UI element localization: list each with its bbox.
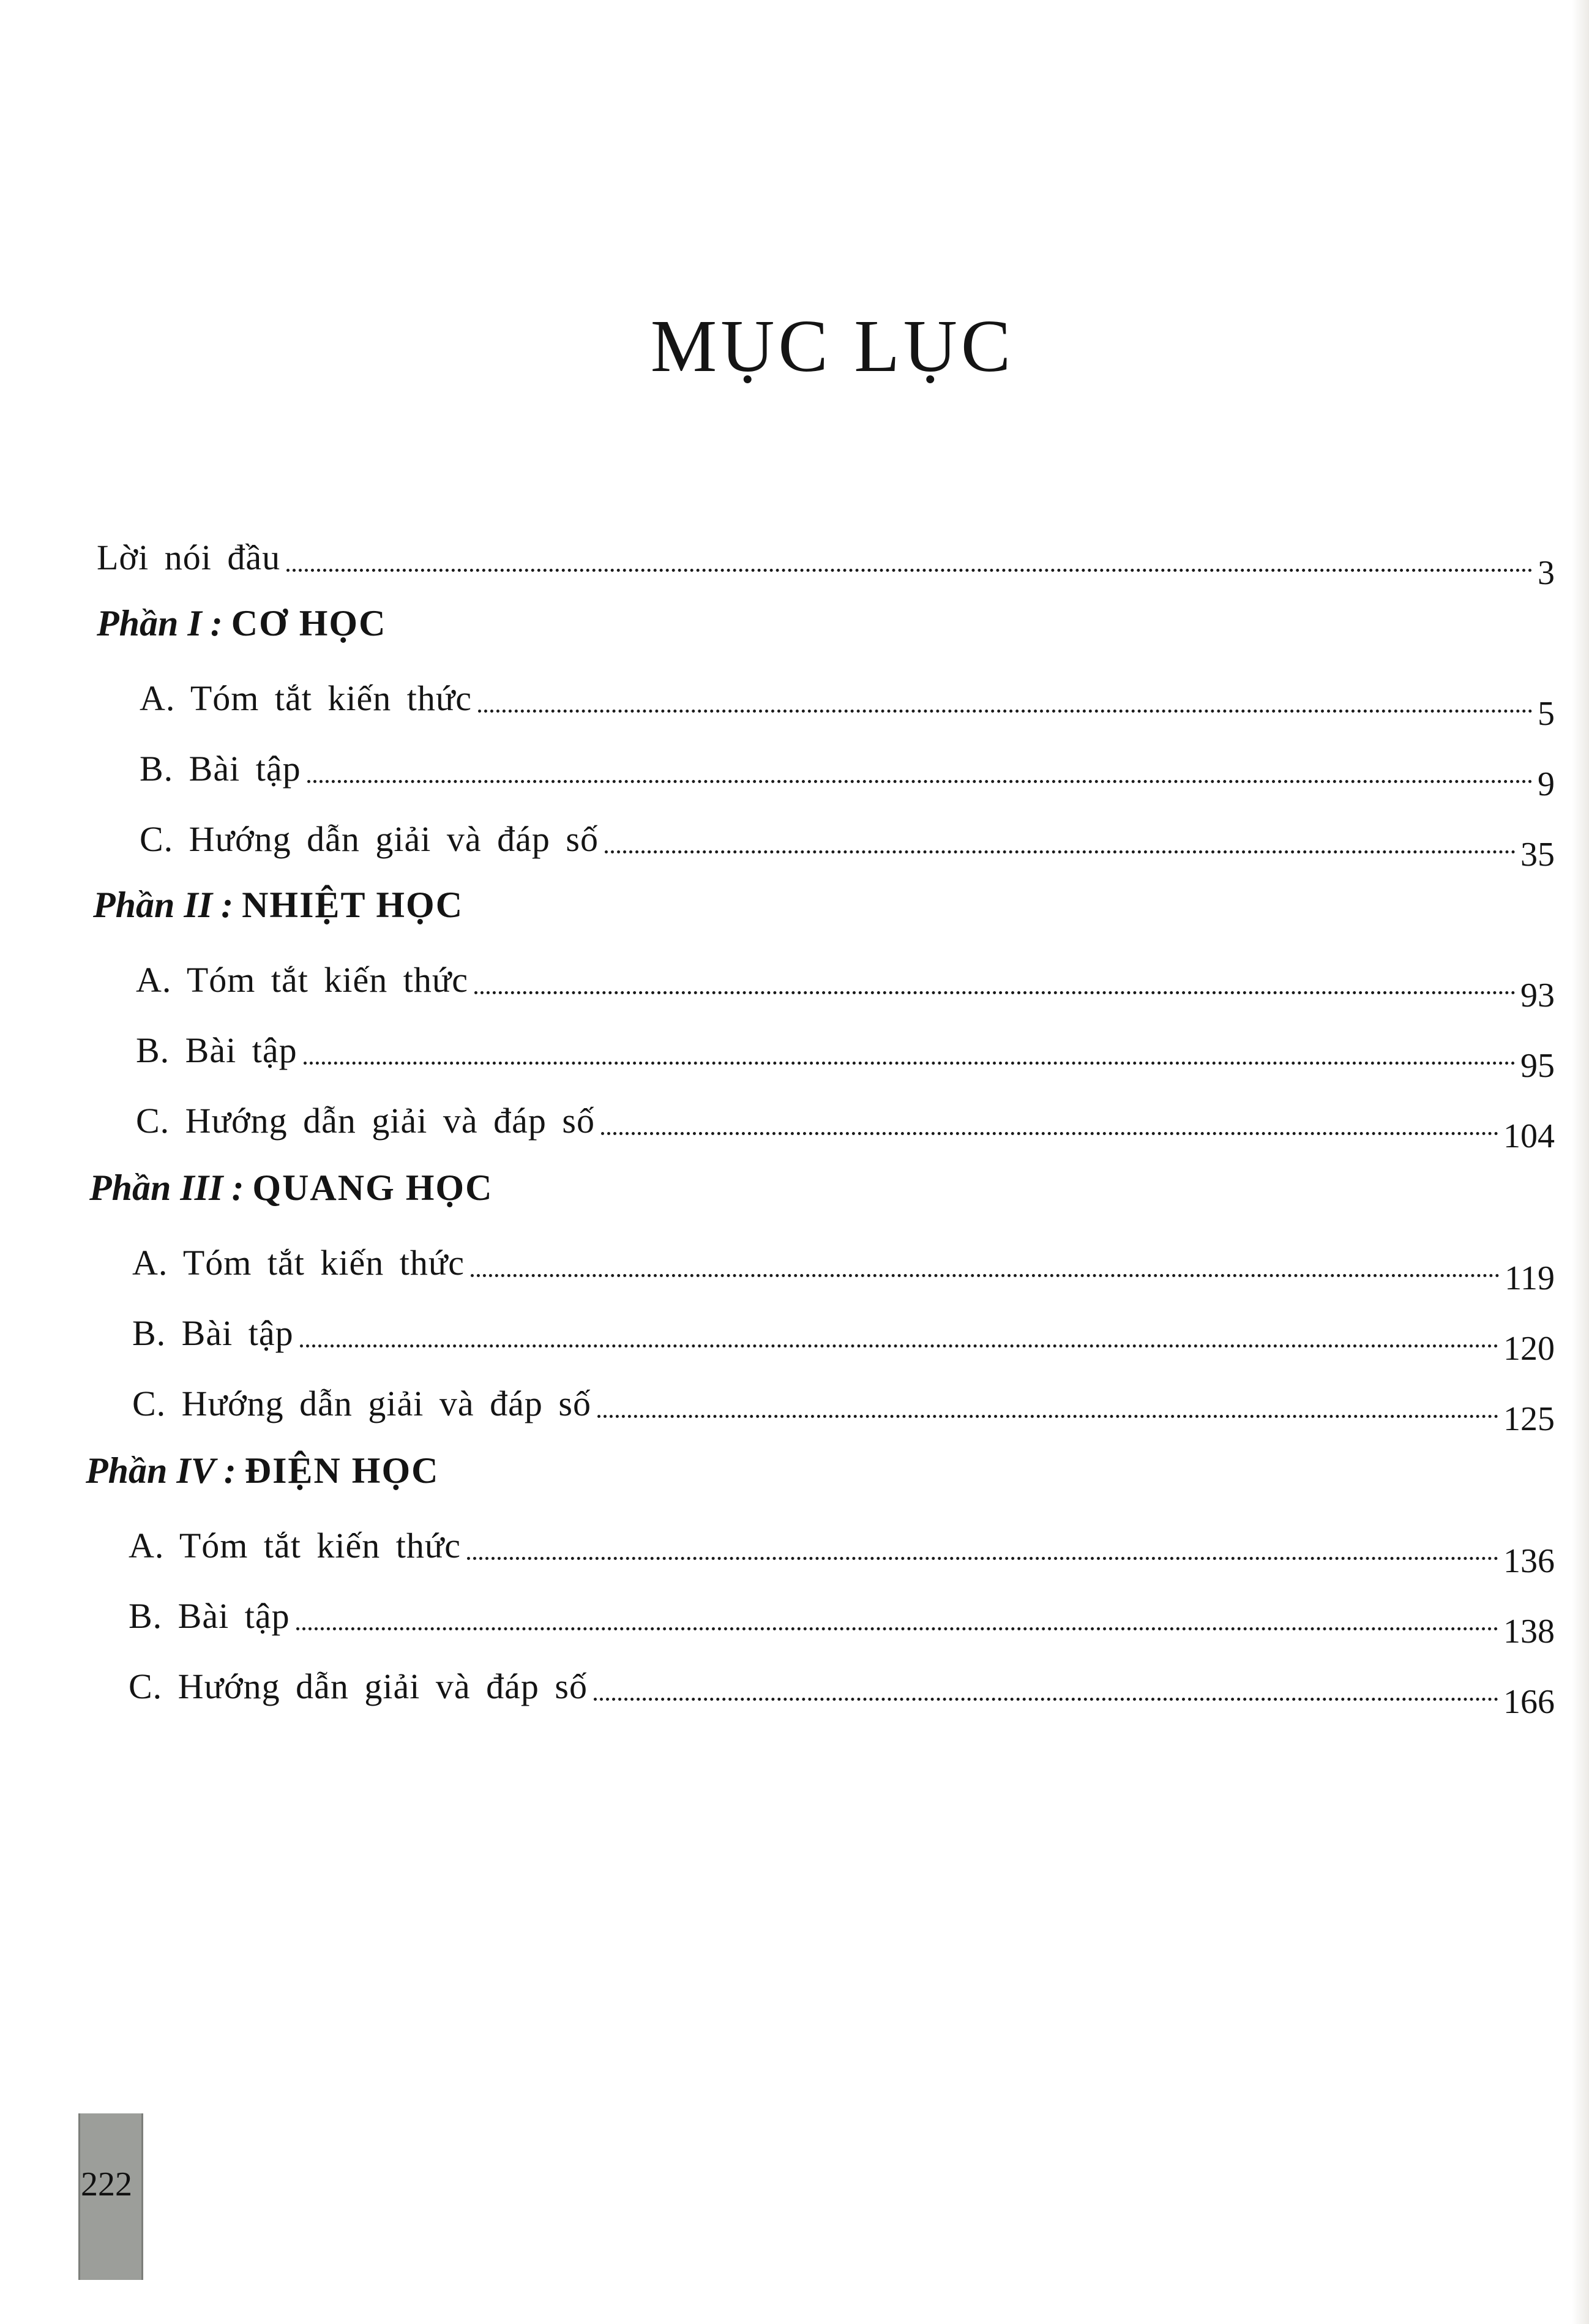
part-title: QUANG HỌC [252,1168,493,1208]
dot-leader [594,1698,1498,1701]
toc-entry-label: Lời nói đầu [97,538,281,577]
toc-entry-label: C. Hướng dẫn giải và đáp số [129,1666,588,1706]
toc-entry-label: A. Tóm tắt kiến thức [140,678,473,718]
toc-entry-page: 120 [1503,1330,1555,1368]
page-number: 222 [81,2165,132,2203]
toc-entry[interactable] [136,1090,1555,1155]
toc-entry-label: A. Tóm tắt kiến thức [136,960,469,1000]
toc-entry[interactable] [136,949,1555,1014]
toc-entry-page: 35 [1520,836,1555,874]
dot-leader [467,1557,1498,1560]
dot-leader [474,991,1516,994]
part-separator: : [231,1168,244,1208]
toc-entry-label: C. Hướng dẫn giải và đáp số [136,1101,595,1141]
part-separator: : [223,1450,236,1491]
dot-leader [471,1274,1500,1277]
toc-entry[interactable] [132,1232,1555,1297]
toc-entry[interactable] [129,1655,1555,1721]
toc-entry-label: B. Bài tập [129,1596,290,1636]
toc-entry-page: 9 [1538,765,1555,803]
toc-entry-label: A. Tóm tắt kiến thức [132,1243,465,1283]
toc-entry-page: 93 [1520,976,1555,1014]
dot-leader [478,710,1533,713]
part-heading-2 [93,886,463,923]
part-title: ĐIỆN HỌC [244,1450,439,1491]
toc-entry-page: 104 [1503,1117,1555,1155]
toc-entry[interactable] [129,1515,1555,1580]
part-title: NHIỆT HỌC [242,885,464,925]
part-title: CƠ HỌC [231,603,387,643]
dot-leader [605,850,1516,853]
toc-entry-label: B. Bài tập [132,1313,294,1353]
part-label: Phần I [97,603,202,643]
toc-entry-page: 138 [1503,1613,1555,1651]
toc-entry-label: B. Bài tập [140,749,301,789]
toc-entry-page: 125 [1503,1400,1555,1438]
part-separator: : [210,603,223,643]
dot-leader [597,1415,1498,1418]
part-heading-4 [86,1452,439,1489]
toc-entry-page: 3 [1538,554,1555,592]
part-label: Phần II [93,885,213,925]
toc-entry[interactable] [129,1585,1555,1651]
part-heading-1 [97,605,386,642]
dot-leader [296,1627,1498,1630]
toc-entry-page: 166 [1503,1683,1555,1721]
toc-entry[interactable] [132,1373,1555,1438]
toc-entry-label: B. Bài tập [136,1030,297,1070]
dot-leader [304,1062,1516,1065]
toc-entry[interactable] [136,1019,1555,1085]
toc-entry-label: C. Hướng dẫn giải và đáp số [140,819,599,859]
toc-entry-page: 5 [1538,695,1555,733]
toc-entry-page: 119 [1505,1259,1555,1297]
toc-entry-page: 136 [1503,1542,1555,1580]
toc-entry-preface[interactable] [97,527,1555,592]
toc-entry[interactable] [140,738,1555,803]
part-label: Phần III [89,1168,223,1208]
part-separator: : [221,885,234,925]
page-title: MỤC LỤC [650,305,1015,388]
part-label: Phần IV [86,1450,215,1491]
toc-entry-page: 95 [1520,1047,1555,1085]
toc-entry[interactable] [140,667,1555,733]
dot-leader [307,780,1533,783]
part-heading-3 [89,1169,493,1206]
toc-entry-label: C. Hướng dẫn giải và đáp số [132,1384,591,1423]
dot-leader [300,1344,1498,1348]
dot-leader [286,569,1533,572]
toc-entry-label: A. Tóm tắt kiến thức [129,1526,462,1565]
toc-entry[interactable] [140,808,1555,874]
dot-leader [601,1132,1498,1135]
toc-entry[interactable] [132,1302,1555,1368]
